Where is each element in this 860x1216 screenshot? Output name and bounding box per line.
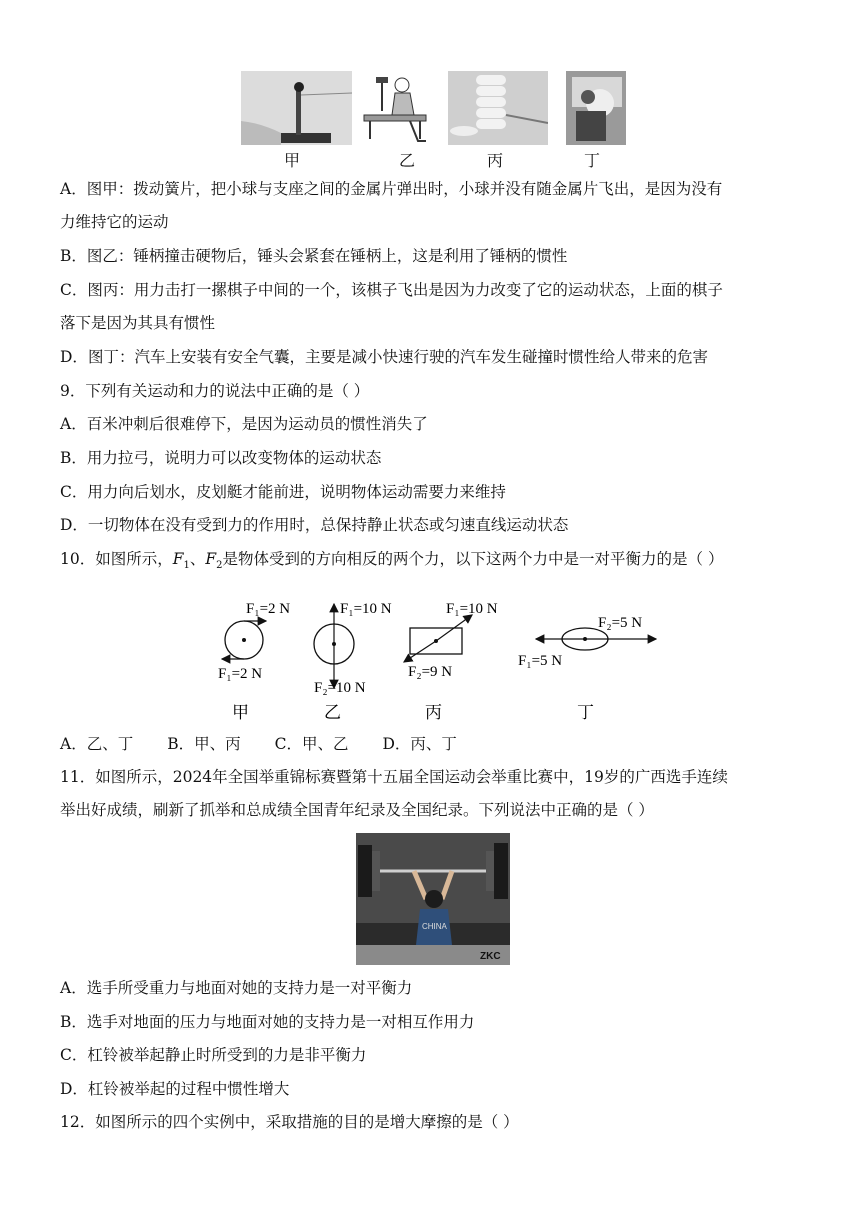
q8-option-d: D．图丁：汽车上安装有安全气囊，主要是减小快速行驶的汽车发生碰撞时惯性给人带来的危害	[60, 348, 708, 366]
q9-option-b: B．用力拉弓，说明力可以改变物体的运动状态	[60, 449, 382, 467]
force-diagram	[210, 596, 670, 724]
label-yi-bottom: F₂=10 N	[314, 680, 366, 696]
q10-option-c: C．甲、乙	[274, 735, 349, 753]
q9-option-c: C．用力向后划水，皮划艇才能前进，说明物体运动需要力来维持	[60, 483, 506, 501]
q12-stem: 12．如图所示的四个实例中，采取措施的目的是增大摩擦的是（ ）	[60, 1113, 519, 1131]
q11-option-d: D．杠铃被举起的过程中惯性增大	[60, 1080, 290, 1098]
photo-yi	[360, 71, 440, 145]
photo-text-china: CHINA	[422, 922, 447, 931]
caption-jia: 甲	[283, 151, 300, 170]
airbag-image	[566, 71, 626, 145]
q10-option-d: D．丙、丁	[382, 735, 457, 753]
diagram-jia	[218, 601, 290, 723]
q8-option-a-line2: 力维持它的运动	[60, 213, 169, 231]
q10-option-b: B．甲、丙	[167, 735, 241, 753]
q8-option-a-line1: A．图甲：拨动簧片，把小球与支座之间的金属片弹出时，小球并没有随金属片飞出，是因为没有	[60, 180, 723, 198]
caption-bing: 丙	[486, 151, 503, 170]
q11-option-c: C．杠铃被举起静止时所受到的力是非平衡力	[60, 1046, 367, 1064]
photo-bing	[448, 71, 548, 145]
q11-stem-line2: 举出好成绩，刷新了抓举和总成绩全国青年纪录及全国纪录。下列说法中正确的是（ ）	[60, 801, 654, 819]
diagram-ding	[518, 615, 656, 723]
label-bing-top: F₁=10 N	[446, 601, 498, 617]
diagram-yi	[314, 601, 392, 723]
hammer-image	[360, 71, 440, 145]
chess-stack-image	[448, 71, 548, 145]
q8-option-c-line2: 落下是因为其具有惯性	[60, 314, 216, 332]
q10-option-a: A．乙、丁	[60, 735, 134, 753]
photo-jia	[241, 71, 352, 145]
q11-option-b: B．选手对地面的压力与地面对她的支持力是一对相互作用力	[60, 1013, 475, 1031]
caption-diagram-ding: 丁	[577, 703, 594, 723]
photo-text-zkc: ZKC	[480, 951, 501, 962]
q9-option-d: D．一切物体在没有受到力的作用时，总保持静止状态或匀速直线运动状态	[60, 516, 569, 534]
weightlifter-photo	[356, 833, 510, 965]
q8-option-b: B．图乙：锤柄撞击硬物后，锤头会紧套在锤柄上，这是利用了锤柄的惯性	[60, 247, 568, 265]
q11-stem-line1: 11．如图所示，2024年全国举重锦标赛暨第十五届全国运动会举重比赛中，19岁的广西选手连续	[60, 768, 728, 786]
label-jia-bottom: F₁=2 N	[218, 666, 263, 682]
q8-option-c-line1: C．图丙：用力击打一摞棋子中间的一个，该棋子飞出是因为力改变了它的运动状态，上面的棋子	[60, 281, 723, 299]
q9-option-a: A．百米冲刺后很难停下，是因为运动员的惯性消失了	[60, 415, 428, 433]
q9-stem: 9．下列有关运动和力的说法中正确的是（ ）	[60, 382, 370, 400]
caption-diagram-bing: 丙	[425, 703, 442, 723]
q10-options	[60, 734, 491, 754]
caption-diagram-yi: 乙	[324, 703, 341, 723]
q10-stem: 10．如图所示，$F_1$、$F_2$是物体受到的方向相反的两个力，以下这两个力中是一对平衡力的是（ ）	[60, 550, 724, 572]
diagram-bing	[404, 601, 498, 723]
label-jia-top: F₁=2 N	[246, 601, 291, 617]
photo-ding	[566, 71, 626, 145]
q11-option-a: A．选手所受重力与地面对她的支持力是一对平衡力	[60, 979, 413, 997]
label-yi-top: F₁=10 N	[340, 601, 392, 617]
inertia-stand-image	[241, 71, 352, 145]
label-ding-left: F₁=5 N	[518, 653, 563, 669]
weightlifter-image	[356, 833, 510, 965]
label-bing-bottom: F₂=9 N	[408, 664, 453, 680]
caption-diagram-jia: 甲	[232, 703, 249, 723]
caption-yi: 乙	[398, 151, 415, 170]
label-ding-right: F₂=5 N	[598, 615, 643, 631]
caption-ding: 丁	[583, 151, 600, 170]
